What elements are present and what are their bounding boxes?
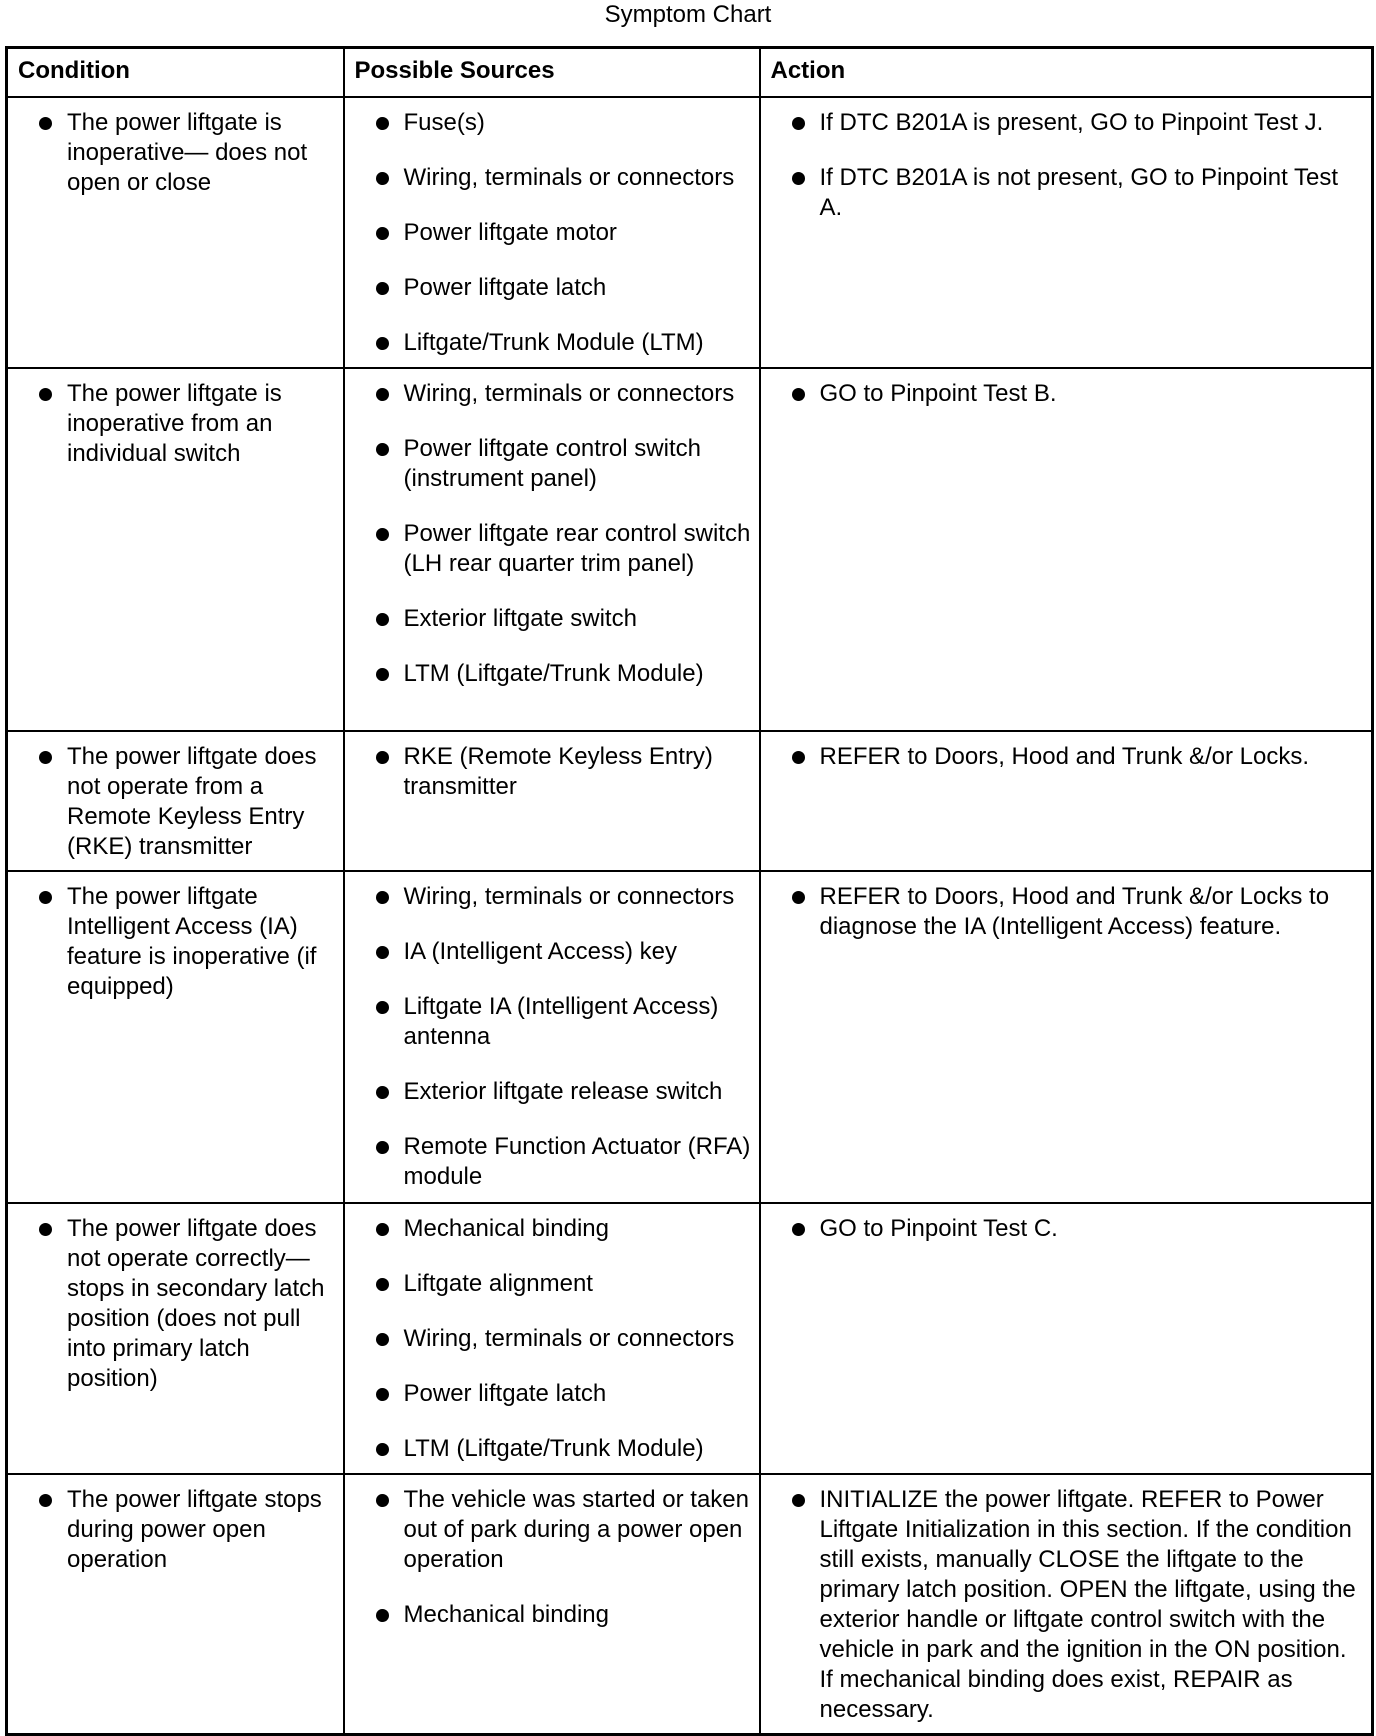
condition-text: The power liftgate Intelligent Access (IA) feature is inoperative (if equipped) [67, 883, 317, 1000]
action-list [761, 1204, 1372, 1252]
action-list [761, 872, 1372, 950]
source-item [355, 1485, 753, 1575]
action-text: If DTC B201A is present, GO to Pinpoint Test J. [819, 109, 1324, 136]
condition-text: The power liftgate stops during power open operation [67, 1486, 322, 1573]
action-item [771, 882, 1366, 942]
source-item [355, 434, 753, 494]
source-item [355, 1324, 753, 1354]
action-text: If DTC B201A is not present, GO to Pinpoint Test A. [819, 164, 1338, 221]
condition-list [8, 369, 343, 477]
source-text: Liftgate/Trunk Module (LTM) [403, 329, 704, 356]
source-text: IA (Intelligent Access) key [403, 938, 677, 965]
source-item [355, 1434, 753, 1464]
action-cell [760, 368, 1373, 731]
condition-text: The power liftgate is inoperative— does not open or close [67, 109, 308, 196]
condition-item [18, 108, 337, 198]
table-row [7, 1203, 1373, 1474]
source-text: Wiring, terminals or connectors [403, 1325, 735, 1352]
condition-cell [7, 731, 344, 871]
source-text: Mechanical binding [403, 1601, 609, 1628]
source-item [355, 1214, 753, 1244]
bullet-icon [39, 891, 52, 904]
bullet-icon [376, 282, 389, 295]
bullet-icon [376, 528, 389, 541]
source-item [355, 937, 753, 967]
condition-cell [7, 1474, 344, 1735]
action-item [771, 108, 1366, 138]
bullet-icon [376, 1333, 389, 1346]
source-item [355, 604, 753, 634]
bullet-icon [376, 946, 389, 959]
source-text: Power liftgate latch [403, 274, 607, 301]
condition-text: The power liftgate is inoperative from an individual switch [67, 380, 282, 467]
source-text: Power liftgate rear control switch (LH rear quarter trim panel) [403, 520, 751, 577]
source-text: Wiring, terminals or connectors [403, 164, 735, 191]
source-item [355, 882, 753, 912]
bullet-icon [376, 337, 389, 350]
source-list [345, 1475, 759, 1638]
condition-list [8, 732, 343, 870]
bullet-icon [376, 1278, 389, 1291]
bullet-icon [376, 1494, 389, 1507]
condition-list [8, 872, 343, 1010]
bullet-icon [376, 227, 389, 240]
bullet-icon [376, 1609, 389, 1622]
source-text: LTM (Liftgate/Trunk Module) [403, 1435, 704, 1462]
condition-item [18, 1485, 337, 1575]
bullet-icon [39, 751, 52, 764]
action-cell [760, 97, 1373, 368]
source-list [345, 1204, 759, 1472]
action-cell [760, 871, 1373, 1203]
bullet-icon [792, 751, 805, 764]
condition-list [8, 98, 343, 206]
condition-list [8, 1204, 343, 1402]
bullet-icon [376, 388, 389, 401]
source-item [355, 992, 753, 1052]
table-row [7, 97, 1373, 368]
source-text: Liftgate alignment [403, 1270, 593, 1297]
bullet-icon [376, 172, 389, 185]
source-item [355, 218, 753, 248]
action-list [761, 1475, 1372, 1733]
bullet-icon [376, 1086, 389, 1099]
bullet-icon [792, 1223, 805, 1236]
bullet-icon [792, 891, 805, 904]
bullet-icon [792, 172, 805, 185]
source-item [355, 1269, 753, 1299]
action-text: REFER to Doors, Hood and Trunk &/or Locks to diagnose the IA (Intelligent Access) feature. [819, 883, 1330, 940]
chart-title: Symptom Chart [604, 1, 772, 28]
action-list [761, 369, 1372, 417]
source-list [345, 369, 759, 697]
table-row [7, 368, 1373, 731]
condition-list [8, 1475, 343, 1583]
bullet-icon [376, 1001, 389, 1014]
source-item [355, 163, 753, 193]
bullet-icon [376, 1223, 389, 1236]
source-item [355, 1132, 753, 1192]
source-text: Exterior liftgate release switch [403, 1078, 723, 1105]
action-item [771, 379, 1366, 409]
bullet-icon [376, 1388, 389, 1401]
source-cell [344, 1474, 760, 1735]
condition-text: The power liftgate does not operate from a Remote Keyless Entry (RKE) transmitter [67, 743, 317, 860]
source-text: Power liftgate latch [403, 1380, 607, 1407]
bullet-icon [792, 117, 805, 130]
bullet-icon [376, 443, 389, 456]
source-text: Power liftgate motor [403, 219, 617, 246]
source-cell [344, 731, 760, 871]
table-row [7, 731, 1373, 871]
bullet-icon [376, 1443, 389, 1456]
header-row [7, 48, 1373, 98]
source-item [355, 1379, 753, 1409]
header-possible-sources: Possible Sources [344, 48, 760, 98]
action-text: GO to Pinpoint Test C. [819, 1215, 1058, 1242]
condition-item [18, 882, 337, 1002]
action-item [771, 1485, 1366, 1725]
condition-cell [7, 871, 344, 1203]
source-list [345, 732, 759, 810]
source-text: Fuse(s) [403, 109, 485, 136]
source-item [355, 379, 753, 409]
header-action: Action [760, 48, 1373, 98]
action-cell [760, 1203, 1373, 1474]
source-cell [344, 97, 760, 368]
source-text: LTM (Liftgate/Trunk Module) [403, 660, 704, 687]
source-cell [344, 871, 760, 1203]
symptom-chart-table [5, 46, 1374, 1736]
action-text: INITIALIZE the power liftgate. REFER to Power Liftgate Initialization in this section. If the condition still exists, manually CLOSE the liftgate to the primary latch position. OPEN the liftgate, using the exterior handle or liftgate control switch with the vehicle in park and the ignition in the ON position. If mechanical binding does exist, REPAIR as necessary. [819, 1486, 1356, 1723]
table-row [7, 1474, 1373, 1735]
source-item [355, 659, 753, 689]
table-row [7, 871, 1373, 1203]
bullet-icon [39, 1494, 52, 1507]
bullet-icon [792, 1494, 805, 1507]
action-list [761, 732, 1372, 780]
bullet-icon [39, 388, 52, 401]
condition-cell [7, 1203, 344, 1474]
source-item [355, 1077, 753, 1107]
source-text: Remote Function Actuator (RFA) module [403, 1133, 751, 1190]
bullet-icon [792, 388, 805, 401]
source-list [345, 98, 759, 366]
source-text: Power liftgate control switch (instrument panel) [403, 435, 701, 492]
condition-cell [7, 97, 344, 368]
bullet-icon [39, 1223, 52, 1236]
source-item [355, 519, 753, 579]
source-text: Wiring, terminals or connectors [403, 380, 735, 407]
action-text: GO to Pinpoint Test B. [819, 380, 1057, 407]
action-list [761, 98, 1372, 231]
source-text: RKE (Remote Keyless Entry) transmitter [403, 743, 713, 800]
source-item [355, 1600, 753, 1630]
condition-item [18, 742, 337, 862]
bullet-icon [376, 891, 389, 904]
source-item [355, 108, 753, 138]
source-text: Mechanical binding [403, 1215, 609, 1242]
bullet-icon [376, 1141, 389, 1154]
condition-item [18, 379, 337, 469]
condition-item [18, 1214, 337, 1394]
bullet-icon [39, 117, 52, 130]
condition-text: The power liftgate does not operate correctly— stops in secondary latch position (does not pull into primary latch position) [67, 1215, 325, 1392]
bullet-icon [376, 668, 389, 681]
source-text: Liftgate IA (Intelligent Access) antenna [403, 993, 719, 1050]
source-item [355, 742, 753, 802]
chart-body [7, 97, 1373, 1735]
source-cell [344, 1203, 760, 1474]
source-text: Exterior liftgate switch [403, 605, 637, 632]
source-list [345, 872, 759, 1200]
bullet-icon [376, 751, 389, 764]
source-text: The vehicle was started or taken out of park during a power open operation [403, 1486, 750, 1573]
action-cell [760, 731, 1373, 871]
source-text: Wiring, terminals or connectors [403, 883, 735, 910]
bullet-icon [376, 117, 389, 130]
action-item [771, 1214, 1366, 1244]
action-text: REFER to Doors, Hood and Trunk &/or Locks. [819, 743, 1310, 770]
action-item [771, 742, 1366, 772]
action-item [771, 163, 1366, 223]
source-item [355, 328, 753, 358]
bullet-icon [376, 613, 389, 626]
source-item [355, 273, 753, 303]
condition-cell [7, 368, 344, 731]
action-cell [760, 1474, 1373, 1735]
header-condition: Condition [7, 48, 344, 98]
source-cell [344, 368, 760, 731]
